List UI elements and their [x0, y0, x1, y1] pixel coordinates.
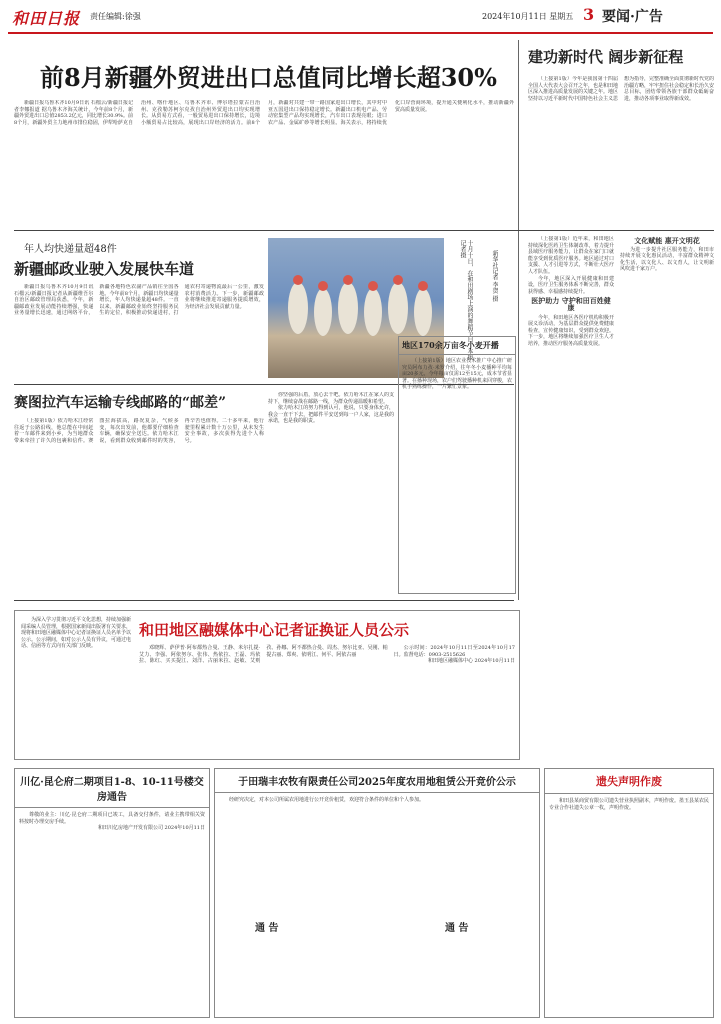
mail-headline: 赛图拉汽车运输专线邮路的“邮差” — [14, 395, 227, 411]
wheat-text: （上接第1版）地区农业技术推广中心推广研究员阿布力孜·米罗介绍，往年冬小麦播种平均每亩20多元，今年每亩仅需12至15元，成本节省显著。在播种现场，农户们驾驶播种机来回穿梭，农机手熟练操作，一片繁忙景象。 — [402, 358, 513, 391]
express-text: 新疆日报乌鲁木齐10月9日讯 石榴云/新疆日报记者从新疆维吾尔自治区邮政管理局获悉，今年，新疆邮政业发展动能持续增强，快递业务量增长迅速，通过网络平台，新疆各地特色农副产品销往全国各地。今年前8个月，新疆日均快递量增长，年人均快递量超48件。一直以来，新疆邮政业始终坚持服务民生的定位，积极推动快递进村，打通农村寄递物流最后一公里，激发农村消费活力。下一步，新疆邮政业将继续推进寄递服务提质增效，为经济社会发展贡献力量。 — [14, 284, 264, 317]
divider — [518, 40, 519, 600]
notice-left — [21, 617, 131, 757]
express-body — [14, 284, 264, 370]
mail-text: （上接第1版）依力哈木江经常往返于公路沿线，他总能在中间赶着一车邮件来到小乡，为当地群众带来牵挂了许久的包裹和信件。赛图拉海拔高，路况复杂，气候多变，每次出发前，他都要仔细检查车辆，确保安全送达。依力哈木江说，看到群众收到邮件时的笑容，再辛苦也值得。二十多年来，他行驶里程累计数十万公里，从未发生安全事故，多次获得先进个人称号。 — [14, 418, 264, 444]
far-right-body — [620, 236, 714, 596]
lead-text: 新疆日报乌鲁木齐10月9日讯 石榴云/新疆日报记者李娜报道 据乌鲁木齐海关统计，今年前8个月，新疆外贸进出口总值2853.2亿元，同比增长30.9%。前8个月，新疆外贸主力地州市排位稳固，伊犁哈萨克自治州、喀什地区、乌鲁木齐市、博尔塔拉蒙古自治州、克孜勒苏柯尔克孜自治州外贸进出口均实现增长。从贸易方式看，一般贸易进出口保持增长，边境小额贸易占比较高，展现出口岸经济的活力。前8个月，新疆对共建一带一路国家进出口增长，其中对中亚五国进出口保持稳定增长。新疆出口机电产品、劳动密集型产品均实现增长，汽车出口表现亮眼；进口农产品、金属矿砂等增长明显。海关表示，将持续优化口岸营商环境，提升通关便利化水平，推动新疆外贸高质量发展。 — [14, 100, 514, 126]
right-text-2: 今年，地区深入开展健康和田建设，医疗卫生服务体系不断完善，群众获得感、幸福感持续提升。 — [528, 275, 614, 295]
notice-sign: 和田地区融媒体中心 2024年10月11日 — [427, 658, 515, 665]
notice-label-2: 通 告 — [445, 923, 469, 934]
notice-intro: 为深入学习贯彻习近平文化思想，持续加强新闻采编人员管理，根据国家新闻出版署有关要求，现将和田地区融媒体中心记者证换证人员名单予以公示。公示期间，如对公示人员有异议，可通过电话、信函等方式向有关部门反映。 — [21, 617, 132, 650]
ad-delivery-text: 尊敬的业主：川亿·昆仑府二期项目已竣工，具备交付条件，请业主携带相关资料按时办理交房手续。 — [19, 812, 205, 825]
notice-names — [139, 645, 515, 755]
paper-logo: 和田日报 — [12, 9, 81, 28]
ad-delivery — [14, 768, 210, 1018]
notice-label-1: 通 告 — [255, 923, 279, 934]
page-number: 3 — [583, 5, 595, 24]
right-text-1: （上接第1版）近年来，和田地区持续深化医药卫生体制改革，着力提升县域医疗服务能力，让群众在家门口就能享受到优质医疗服务。地区通过对口支援、人才引进等方式，不断壮大医疗人才队伍。 — [528, 236, 614, 275]
masthead-rule — [8, 32, 713, 34]
mail-text-2: 你坚强的后盾，放心去干吧。依力哈木江在家人的支持下，继续奋战在邮路一线，为群众传递温暖和希望。 — [268, 392, 394, 405]
notice-name-list: 邓晓辉、萨伊普·阿布都热合曼、王静、米尔扎提·艾力、李强、阿依努尔、张伟、热依拉、王磊、玛依拉、陈红、买买提江、刘洋、古丽米拉、赵敏、艾则孜、孙娜、阿不都热合曼、周杰、努尔比亚、吴刚、帕提古丽、郑爽、依明江、何平、阿依古丽 — [139, 645, 388, 665]
side-text: （上接第1版）今年是我国第十四届全国人大代表大会召开之年，也是和田地区深入推进高质量发展的关键之年。地区坚持以习近平新时代中国特色社会主义思想为指导，完整准确全面贯彻新时代党的治疆方略，牢牢扭住社会稳定和长治久安总目标，团结带领各族干部群众砥砺奋进，推动各项事业取得新成效。 — [528, 76, 714, 102]
mail-body — [14, 418, 264, 593]
far-right-text: 为进一步提升社区服务能力，和田市持续开展文化惠民活动，丰富群众精神文化生活，以文化人、以文育人，让文明新风吹进千家万户。 — [620, 246, 714, 273]
photo-credit: 新华社记者 李贺 摄 — [491, 250, 498, 302]
ad-lost-title: 遗失声明作废 — [545, 769, 713, 794]
ad-lost — [544, 768, 714, 1018]
section-name: 要闻·广告 — [602, 9, 663, 25]
right-text-3: 今年，和田地区各医疗机构积极开展义诊活动，为基层群众提供免费健康检查，宣传健康知识，受到群众欢迎。下一步，地区将继续加强医疗卫生人才培养，推动医疗服务高质量发展。 — [528, 314, 614, 347]
wheat-headline: 地区170余万亩冬小麦开播 — [399, 337, 515, 355]
divider — [14, 230, 714, 231]
divider — [14, 600, 514, 601]
wheat-article-box — [398, 336, 516, 594]
ad-delivery-title: 川亿·昆仑府二期项目1-8、10-11号楼交房通告 — [15, 769, 209, 808]
mail-text-3: 依力哈木江的努力得到认可，他说，只要身体允许，我会一直干下去，把邮件平安送到每一户人家，这是我的承诺，也是我的职责。 — [268, 405, 394, 425]
ad-rental-body — [215, 793, 539, 873]
notice-headline: 和田地区融媒体中心记者证换证人员公示 — [139, 621, 410, 639]
express-kicker: 年人均快递量超48件 — [24, 244, 117, 254]
notice-box — [14, 610, 520, 760]
right-body — [528, 236, 614, 596]
editor-line: 责任编辑:徐强 — [90, 12, 141, 21]
wheat-body — [399, 355, 515, 591]
ad-lost-body — [545, 794, 713, 1004]
far-right-subhead: 文化赋能 惠开文明花 — [634, 236, 700, 245]
ad-rental-text: 经研究决定，对本公司所属农用地进行公开竞价租赁，欢迎符合条件的单位和个人参加。 — [229, 797, 425, 803]
masthead — [0, 0, 721, 34]
ad-rental — [214, 768, 540, 1018]
date-line: 2024年10月11日 星期五 — [482, 12, 574, 21]
lead-body — [14, 100, 514, 224]
express-headline: 新疆邮政业驶入发展快车道 — [14, 260, 195, 278]
ad-rental-title: 于田瑞丰农牧有限责任公司2025年度农用地租赁公开竞价公示 — [215, 769, 539, 793]
notice-contact: 公示时间：2024年10月11日至2024年10月17日。监督电话：0903-2515626 — [393, 645, 515, 658]
mail-body-2 — [268, 392, 394, 592]
side-headline: 建功新时代 阔步新征程 — [528, 48, 684, 66]
right-subhead: 医护助力 守护和田百姓健康 — [531, 296, 611, 312]
side-body — [528, 76, 714, 226]
photo-caption: 十月十日，在和田剧场上演的舞蹈节目。本报记者摄 — [459, 240, 473, 360]
ad-delivery-sign: 和田川亿房地产开发有限公司 2024年10月11日 — [97, 825, 205, 832]
ad-delivery-body — [15, 808, 209, 1008]
lead-headline: 前8月新疆外贸进出口总值同比增长超30% — [40, 63, 497, 92]
ad-lost-text: 和田县某商贸有限公司遗失营业执照副本，声明作废。墨玉县某农民专业合作社遗失公章一枚，声明作废。 — [549, 798, 710, 811]
